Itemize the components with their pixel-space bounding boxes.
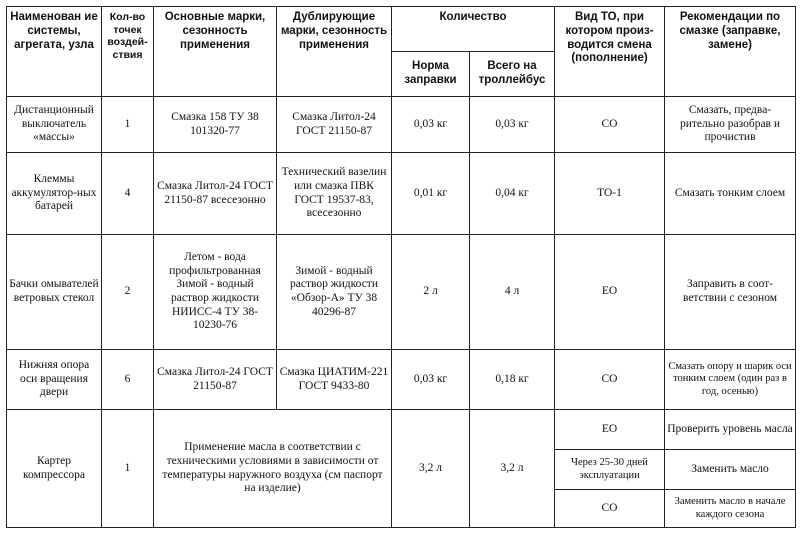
- cell-total: 0,04 кг: [470, 153, 555, 235]
- cell-total: 4 л: [470, 235, 555, 350]
- table-row-compressor: [7, 410, 796, 450]
- cell-norm: 0,03 кг: [392, 97, 470, 153]
- cell-dup: Смазка ЦИАТИМ-221 ГОСТ 9433-80: [277, 350, 392, 410]
- cell-rec: Смазать тонким слоем: [665, 153, 796, 235]
- cell-main: Летом - вода профильтрованная Зимой - водный раствор жидкости НИИСС-4 ТУ 38-10230-76: [154, 235, 277, 350]
- lubrication-table: [6, 6, 796, 528]
- cell-main: Смазка Литол-24 ГОСТ 21150-87 всесезонно: [154, 153, 277, 235]
- cell-rec: Смазать, предва-рительно разобрав и прочистив: [665, 97, 796, 153]
- cell-to: ЕО: [555, 235, 665, 350]
- cell-rec: Заменить масло в начале каждого сезона: [665, 490, 796, 528]
- cell-main: Смазка Литол-24 ГОСТ 21150-87: [154, 350, 277, 410]
- cell-rec: Заменить масло: [665, 450, 796, 490]
- cell-points: 1: [102, 97, 154, 153]
- header-system: Наименован ие системы, агрегата, узла: [7, 7, 102, 97]
- cell-to: ТО-1: [555, 153, 665, 235]
- cell-norm: 3,2 л: [392, 410, 470, 528]
- cell-name: Дистанционный выключатель «массы»: [7, 97, 102, 153]
- cell-to: ЕО: [555, 410, 665, 450]
- cell-dup: Зимой - водный раствор жидкости «Обзор-А» ТУ 38 40296-87: [277, 235, 392, 350]
- header-total: Всего на троллейбус: [470, 52, 555, 97]
- cell-total: 0,03 кг: [470, 97, 555, 153]
- cell-name: Нижняя опора оси вращения двери: [7, 350, 102, 410]
- table-row: [7, 97, 796, 153]
- cell-rec: Проверить уровень масла: [665, 410, 796, 450]
- cell-points: 2: [102, 235, 154, 350]
- cell-rec: Заправить в соот-ветствии с сезоном: [665, 235, 796, 350]
- cell-points: 6: [102, 350, 154, 410]
- cell-norm: 0,03 кг: [392, 350, 470, 410]
- cell-to: СО: [555, 350, 665, 410]
- cell-norm: 2 л: [392, 235, 470, 350]
- cell-dup: Смазка Литол-24 ГОСТ 21150-87: [277, 97, 392, 153]
- cell-total: 0,18 кг: [470, 350, 555, 410]
- cell-to: Через 25-30 дней эксплуатации: [555, 450, 665, 490]
- header-points: Кол-во точек воздей-ствия: [102, 7, 154, 97]
- cell-main-merged: Применение масла в соответствии с техническими условиями в зависимости от температуры наружного воздуха (см паспорт на изделие): [154, 410, 392, 528]
- cell-points: 1: [102, 410, 154, 528]
- cell-name: Картер компрессора: [7, 410, 102, 528]
- table-row: [7, 235, 796, 350]
- cell-total: 3,2 л: [470, 410, 555, 528]
- cell-points: 4: [102, 153, 154, 235]
- table-row: [7, 350, 796, 410]
- cell-to: СО: [555, 490, 665, 528]
- cell-rec: Смазать опору и шарик оси тонким слоем (один раз в год, осенью): [665, 350, 796, 410]
- header-dup-brands: Дублирующие марки, сезонность применения: [277, 7, 392, 97]
- header-main-brands: Основные марки, сезонность применения: [154, 7, 277, 97]
- cell-name: Бачки омывателей ветровых стекол: [7, 235, 102, 350]
- cell-dup: Технический вазелин или смазка ПВК ГОСТ 19537-83, всесезонно: [277, 153, 392, 235]
- cell-to: СО: [555, 97, 665, 153]
- header-to-type: Вид ТО, при котором произ-водится смена (пополнение): [555, 7, 665, 97]
- cell-norm: 0,01 кг: [392, 153, 470, 235]
- header-recommendations: Рекомендации по смазке (заправке, замене): [665, 7, 796, 97]
- cell-main: Смазка 158 ТУ 38 101320-77: [154, 97, 277, 153]
- header-quantity: Количество: [392, 7, 555, 52]
- header-norm: Норма заправки: [392, 52, 470, 97]
- header-row-1: [7, 7, 796, 52]
- table-row: [7, 153, 796, 235]
- cell-name: Клеммы аккумулятор-ных батарей: [7, 153, 102, 235]
